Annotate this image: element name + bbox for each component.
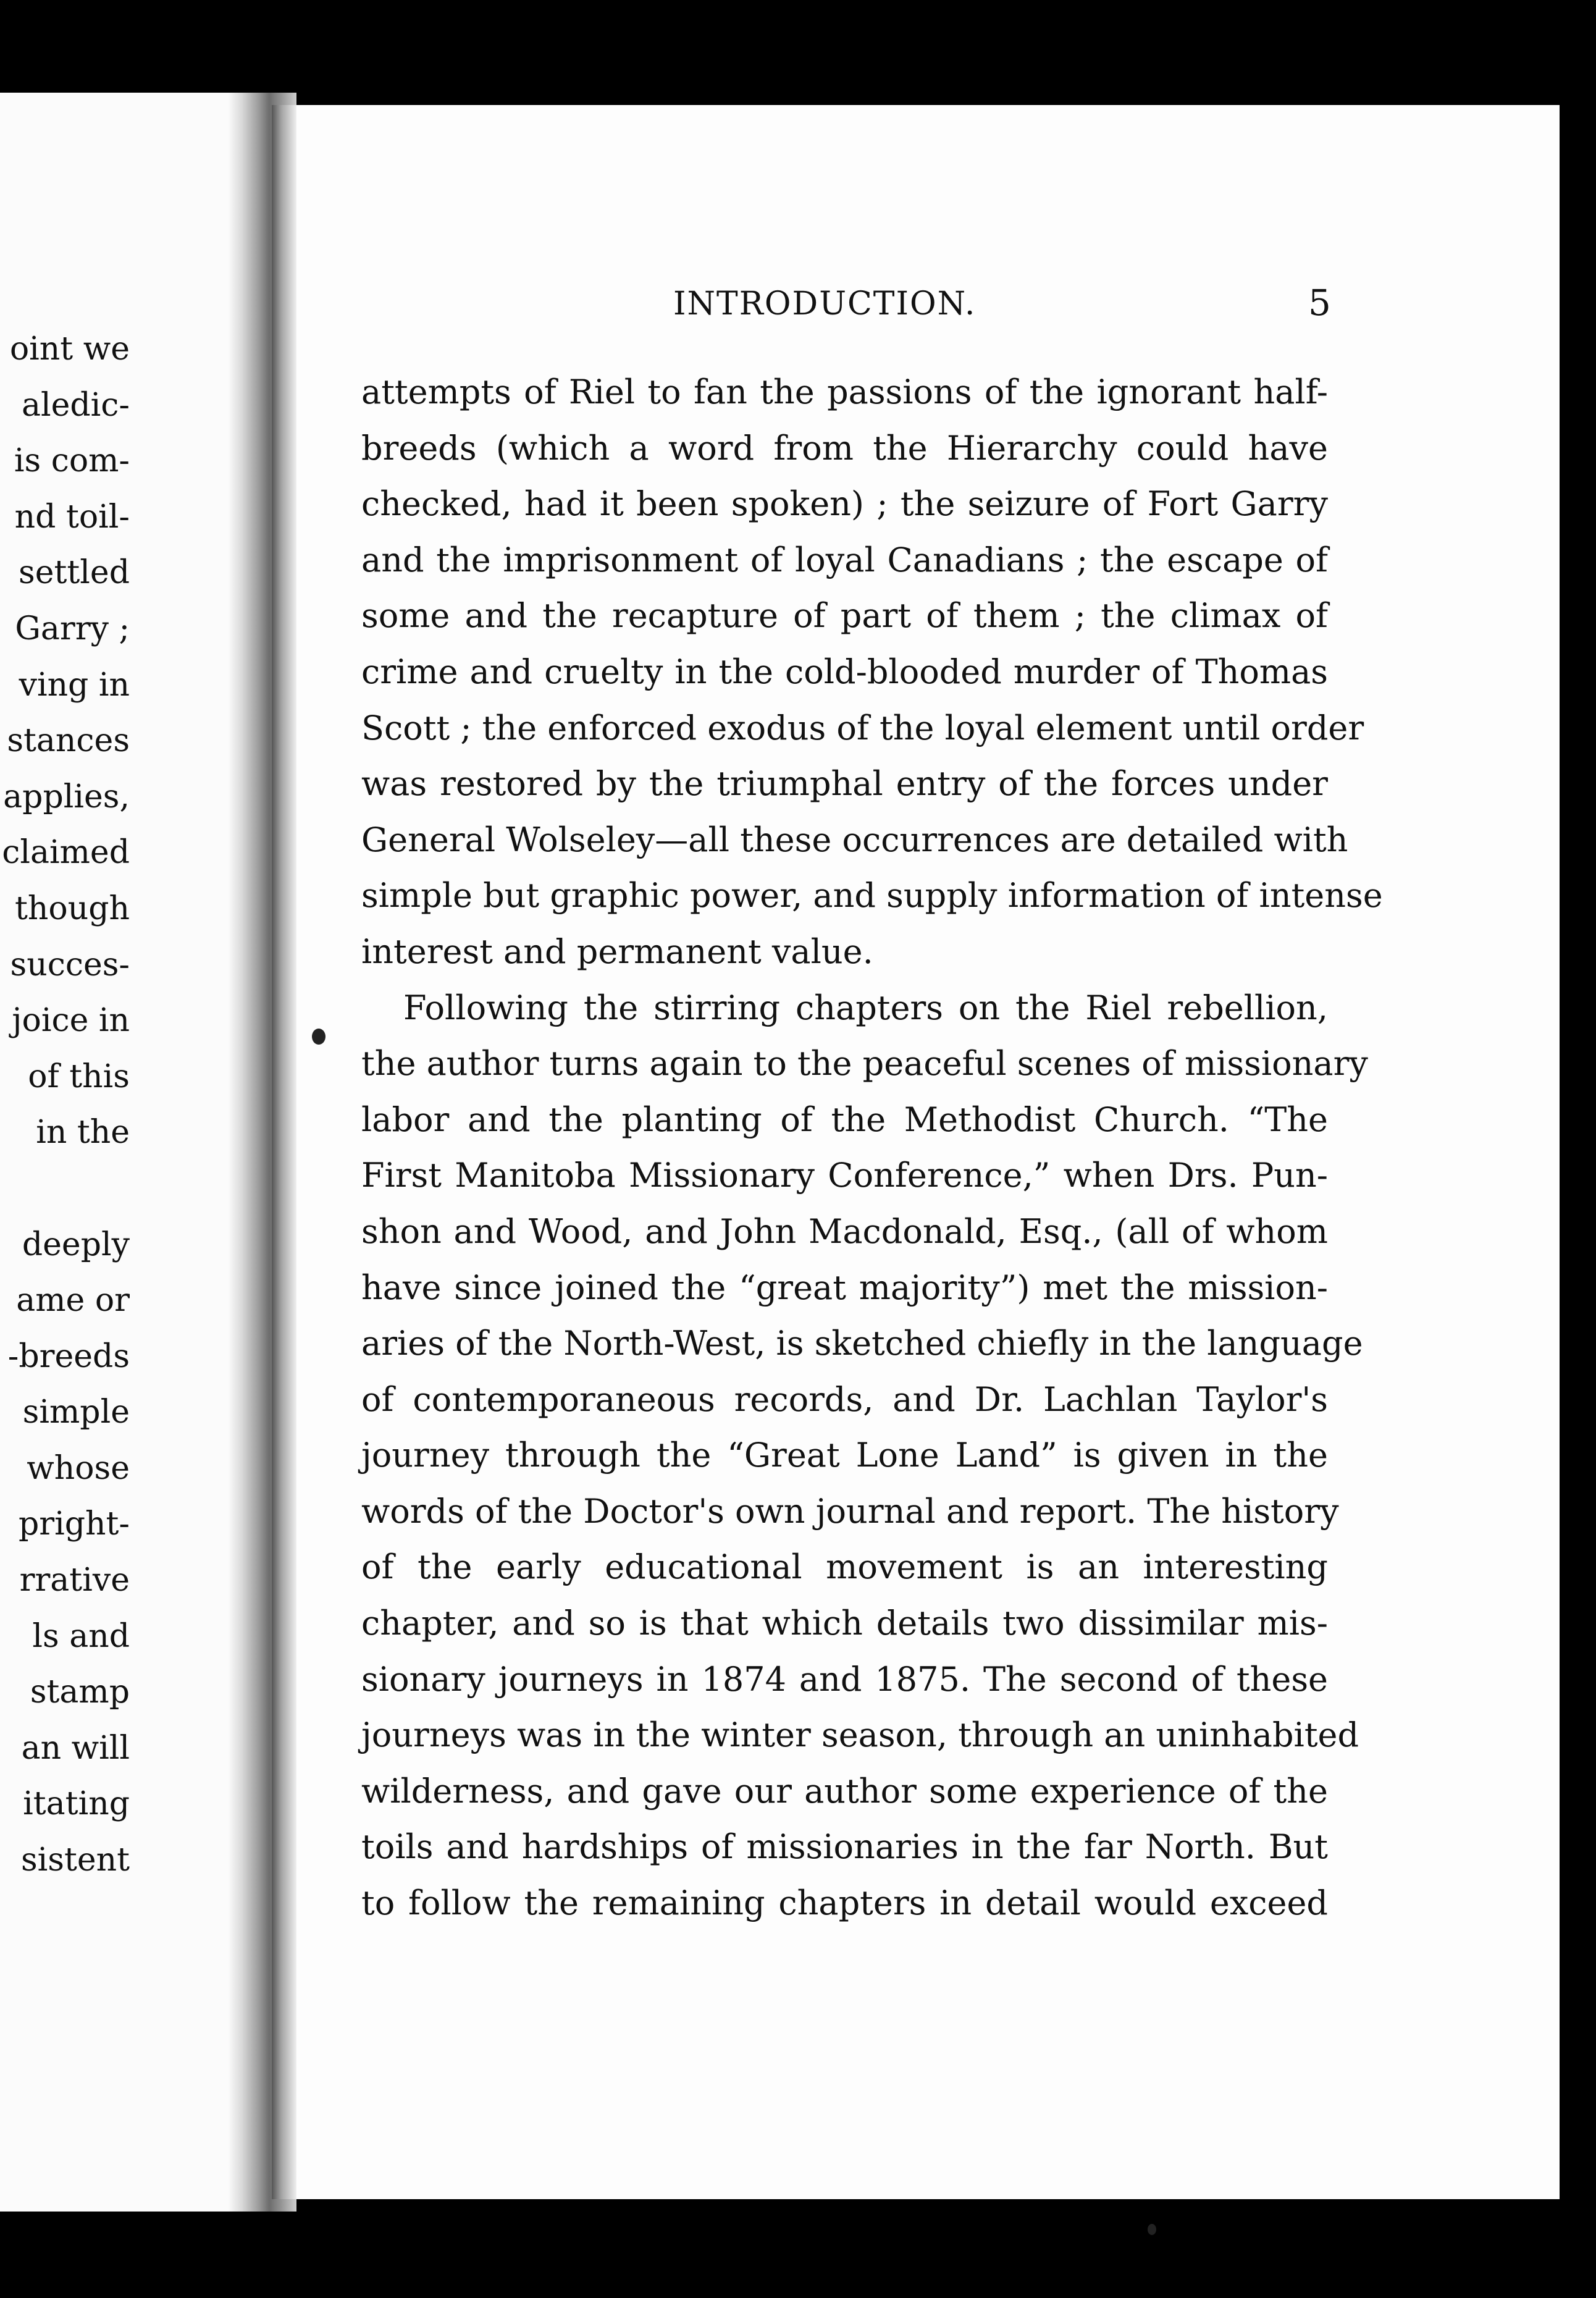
text-line: toils and hardships of missionaries in the far North. But [361, 1827, 1328, 1867]
left-line: settled [19, 554, 130, 592]
running-title: INTRODUCTION. [673, 285, 976, 322]
ink-speck [1148, 2224, 1156, 2235]
text-line: Scott ; the enforced exodus of the loyal element until order [361, 708, 1364, 747]
ink-speck [312, 1029, 326, 1045]
text-line: some and the recapture of part of them ; the climax of [361, 596, 1328, 636]
text-line-paragraph-end: interest and permanent value. [361, 932, 873, 971]
left-line: ls and [32, 1617, 130, 1655]
left-line: though [15, 890, 130, 927]
text-line: journeys was in the winter season, through an uninhabited [361, 1715, 1359, 1755]
text-line: and the imprisonment of loyal Canadians ; the escape of [361, 540, 1328, 579]
left-line: itating [23, 1785, 130, 1823]
text-line: of contemporaneous records, and Dr. Lachlan Taylor's [361, 1379, 1328, 1419]
text-line: checked, had it been spoken) ; the seizure of Fort Garry [361, 484, 1328, 524]
left-page-text [0, 321, 130, 1888]
page-edge-shadow [272, 105, 296, 2199]
left-line: stamp [30, 1673, 130, 1711]
left-line: oint we [9, 330, 130, 368]
left-line: rrative [19, 1562, 130, 1599]
left-line: is com- [14, 442, 130, 480]
text-line: attempts of Riel to fan the passions of the ignorant half- [361, 372, 1328, 411]
text-line: aries of the North-West, is sketched chiefly in the language [361, 1324, 1363, 1363]
left-line: pright- [18, 1505, 130, 1543]
text-line: First Manitoba Missionary Conference,” when Drs. Pun- [361, 1156, 1328, 1195]
text-line: of the early educational movement is an interesting [361, 1547, 1328, 1587]
left-line: claimed [2, 834, 130, 872]
text-line: General Wolseley—all these occurrences are detailed with [361, 820, 1348, 859]
text-line: labor and the planting of the Methodist Church. “The [361, 1100, 1328, 1139]
text-line: was restored by the triumphal entry of the forces under [361, 764, 1328, 804]
text-line: the author turns again to the peaceful scenes of missionary [361, 1044, 1368, 1084]
left-line: stances [7, 722, 130, 760]
text-line: shon and Wood, and John Macdonald, Esq., (all of whom [361, 1211, 1328, 1251]
left-line: succes- [10, 946, 130, 983]
left-line: nd toil- [14, 498, 130, 536]
page-number: 5 [1308, 282, 1331, 324]
left-line: sistent [20, 1841, 130, 1879]
left-line-gap [0, 1161, 130, 1217]
text-line: have since joined the “great majority”) met the mission- [361, 1268, 1328, 1307]
left-line: whose [27, 1449, 130, 1487]
text-line: breeds (which a word from the Hierarchy could have [361, 428, 1328, 468]
left-line: applies, [3, 778, 130, 815]
left-line: of this [28, 1058, 130, 1095]
text-line-paragraph-start: Following the stirring chapters on the Riel rebellion, [403, 988, 1328, 1027]
left-line: simple [22, 1394, 130, 1431]
text-line: words of the Doctor's own journal and report. The history [361, 1491, 1339, 1531]
text-line: journey through the “Great Lone Land” is given in the [361, 1436, 1328, 1475]
text-line: crime and cruelty in the cold-blooded murder of Thomas [361, 652, 1328, 691]
text-line: sionary journeys in 1874 and 1875. The second of these [361, 1659, 1328, 1699]
left-line: an will [21, 1729, 130, 1767]
left-line: joice in [12, 1002, 130, 1040]
left-line: -breeds [7, 1337, 130, 1375]
left-line: Garry ; [15, 610, 130, 647]
left-line: deeply [22, 1226, 130, 1263]
left-line: aledic- [21, 386, 130, 424]
text-line: simple but graphic power, and supply information of intense [361, 876, 1383, 915]
text-line: to follow the remaining chapters in detail would exceed [361, 1883, 1328, 1923]
text-line: wilderness, and gave our author some experience of the [361, 1771, 1328, 1811]
left-line: ving in [19, 666, 130, 704]
body-text [361, 364, 1383, 1932]
text-line: chapter, and so is that which details two dissimilar mis- [361, 1604, 1328, 1643]
left-line: ame or [16, 1282, 130, 1319]
left-line: in the [36, 1114, 130, 1151]
